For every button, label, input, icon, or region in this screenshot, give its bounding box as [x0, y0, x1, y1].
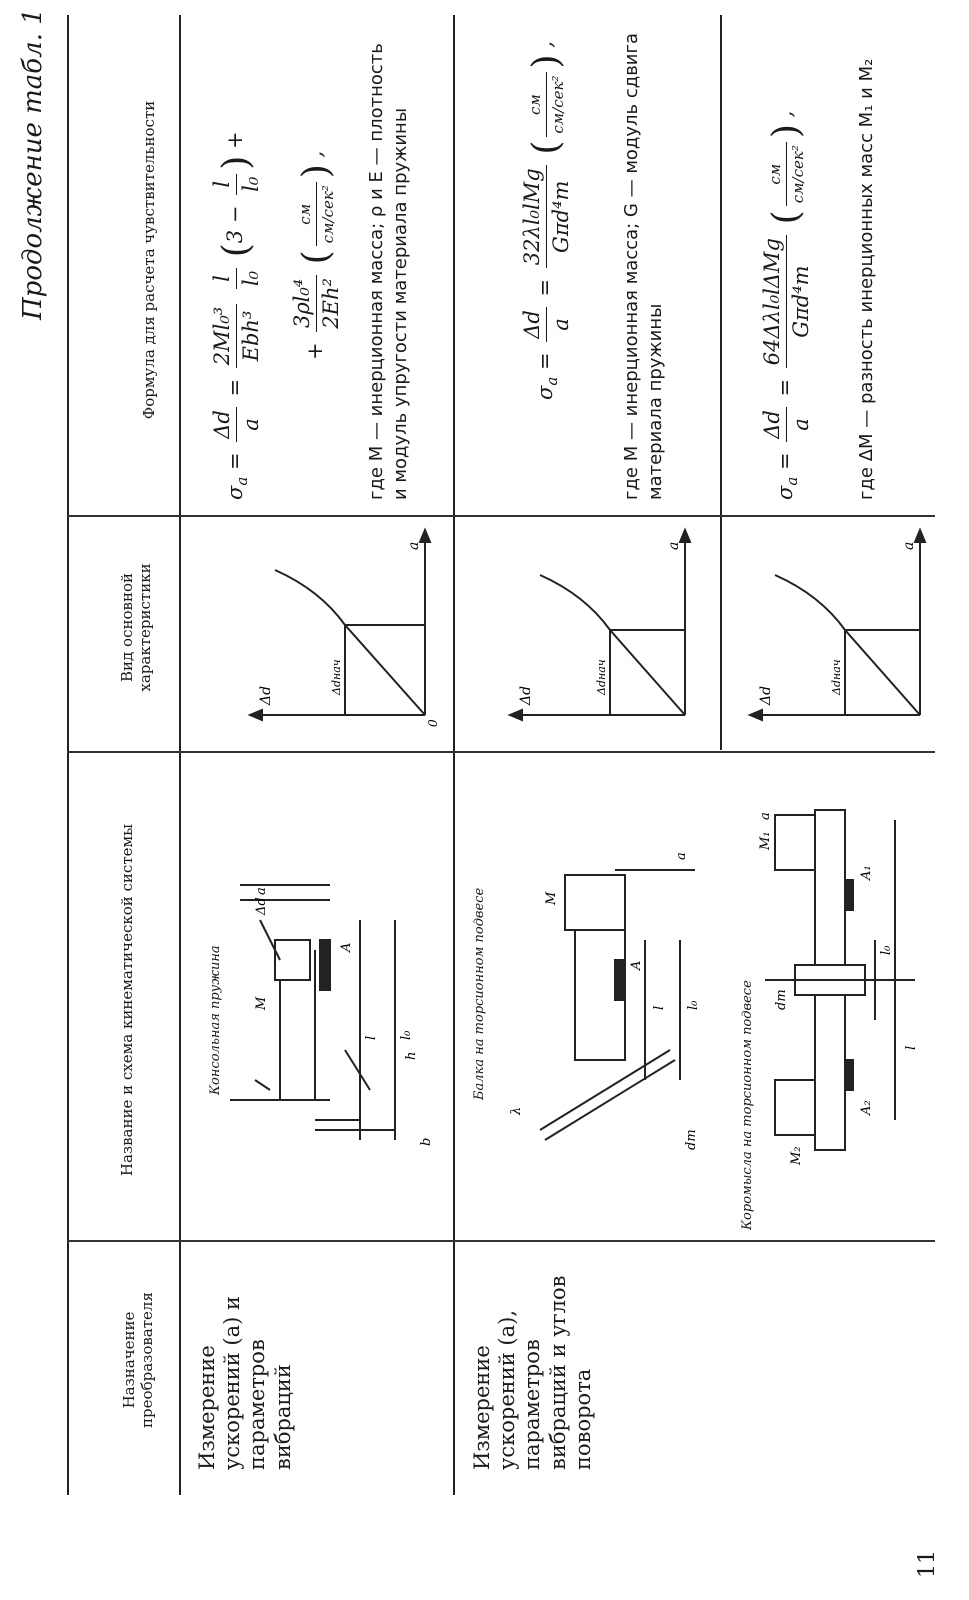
- formula-fraction: 3ρl₀⁴ 2Eh²: [290, 275, 343, 332]
- scheme-label: a: [758, 812, 773, 820]
- row1-description: где M — инерционная масса; ρ и E — плотность и модуль упругости материала пружины: [366, 43, 412, 500]
- scheme-label: l₀: [399, 1030, 414, 1040]
- formula-fraction: Δd a: [520, 307, 573, 342]
- scheme-label: M₂: [789, 1146, 804, 1165]
- scheme-label: A: [339, 942, 354, 952]
- row3-characteristic-graph: [740, 525, 935, 735]
- row2-characteristic-graph: [500, 525, 700, 735]
- torsion-rocker-diagram: [755, 780, 930, 1180]
- row3-description: где ΔM — разность инерционных масс M₁ и M₂: [856, 58, 877, 500]
- row3-formula: $\sigma_a$ = Δd a = 64Δλl₀lΔMg Gπd⁴т ( см см/сек² ) ,: [760, 110, 813, 500]
- table-top-rule: [67, 15, 69, 1495]
- formula-fraction: Δd a: [210, 407, 263, 442]
- scheme-label: b: [419, 1137, 434, 1146]
- row3-scheme-title: Коромысла на торсионном подвесе: [740, 980, 755, 1230]
- scheme-label: A₂: [859, 1100, 874, 1115]
- column-divider: [67, 516, 935, 518]
- header-purpose: Назначение преобразователя: [120, 1292, 156, 1428]
- formula-unit: см см/сек²: [296, 182, 337, 246]
- scheme-label: l: [652, 1005, 667, 1010]
- formula-lhs: σ: [223, 485, 247, 500]
- scheme-label: M: [254, 996, 269, 1010]
- table-row-rule: [453, 15, 455, 1495]
- row2-formula: $\sigma_a$ = Δd a = 32λl₀lMg Gπd⁴т ( см см/сек² ) ,: [520, 41, 573, 400]
- row1-characteristic-graph: [240, 525, 440, 735]
- graph-sub-label: Δdнач: [830, 659, 843, 695]
- scheme-label: A₁: [859, 865, 874, 880]
- table-row-rule: [720, 15, 722, 750]
- scheme-label: A: [629, 960, 644, 970]
- graph-y-label: Δd: [258, 685, 274, 705]
- graph-y-label: Δd: [758, 685, 774, 705]
- scheme-label: a: [674, 852, 689, 860]
- graph-y-label: Δd: [518, 685, 534, 705]
- row2-scheme-title: Балка на торсионном подвесе: [472, 887, 487, 1100]
- scheme-label: l₀: [879, 945, 894, 955]
- scheme-label: dт: [684, 1129, 699, 1150]
- scheme-label: M: [544, 891, 559, 905]
- row1-scheme-title: Консольная пружина: [208, 945, 223, 1095]
- formula-fraction: 2Ml₀³ Ebh³: [210, 304, 263, 368]
- cantilever-spring-diagram: [220, 790, 450, 1160]
- formula-fraction: 32λl₀lMg Gπd⁴т: [520, 165, 573, 268]
- column-divider: [67, 752, 935, 754]
- row1-formula: $\sigma_a$ = Δd a = 2Ml₀³ Ebh³ l l₀ (3 − l l₀ ) +: [210, 131, 263, 500]
- formula-fraction: l l₀: [210, 268, 263, 289]
- graph-x-label: a: [406, 541, 422, 550]
- scheme-label: a: [254, 887, 269, 895]
- formula-unit: см см/сек²: [526, 72, 567, 136]
- scheme-label: l: [904, 1045, 919, 1050]
- formula-fraction: 64Δλl₀lΔMg Gπd⁴т: [760, 235, 813, 368]
- scheme-label: Δd: [254, 897, 269, 915]
- scheme-label: M₁: [758, 831, 773, 850]
- row1-formula-cont: + 3ρl₀⁴ 2Eh² ( см см/сек² ) ,: [290, 150, 343, 360]
- graph-sub-label: Δdнач: [330, 659, 343, 695]
- page-number: 11: [915, 1550, 940, 1578]
- scheme-label: λ: [509, 1106, 524, 1115]
- scheme-label: l: [364, 1035, 379, 1040]
- header-formula: Формула для расчета чувствительности: [140, 100, 158, 420]
- formula-fraction: Δd a: [760, 407, 813, 442]
- column-divider: [67, 1241, 935, 1243]
- graph-sub-label: Δdнач: [595, 659, 608, 695]
- row2-description: где M — инерционная масса; G — модуль сдвига материала пружины: [621, 33, 667, 500]
- graph-x-label: a: [901, 541, 917, 550]
- scheme-label: h: [404, 1051, 419, 1060]
- row1-purpose: Измерение ускорений (a) и параметров вибраций: [195, 1296, 295, 1470]
- formula-lhs-sub: a: [233, 476, 252, 486]
- table-header-rule: [179, 15, 181, 1495]
- torsion-beam-diagram: [485, 790, 715, 1170]
- header-characteristic: Вид основной характеристики: [118, 563, 154, 692]
- graph-origin-label: 0: [426, 719, 440, 727]
- continuation-label: Продолжение табл. 1: [18, 8, 48, 320]
- formula-fraction: l l₀: [210, 174, 263, 195]
- row2-purpose: Измерение ускорений (a), параметров вибраций и углов поворота: [470, 1275, 595, 1470]
- scheme-label: dт: [774, 989, 789, 1010]
- graph-x-label: a: [666, 541, 682, 550]
- header-scheme: Название и схема кинематической системы: [118, 823, 136, 1177]
- formula-unit: см см/сек²: [766, 142, 807, 206]
- scheme-label: l₀: [686, 1000, 701, 1010]
